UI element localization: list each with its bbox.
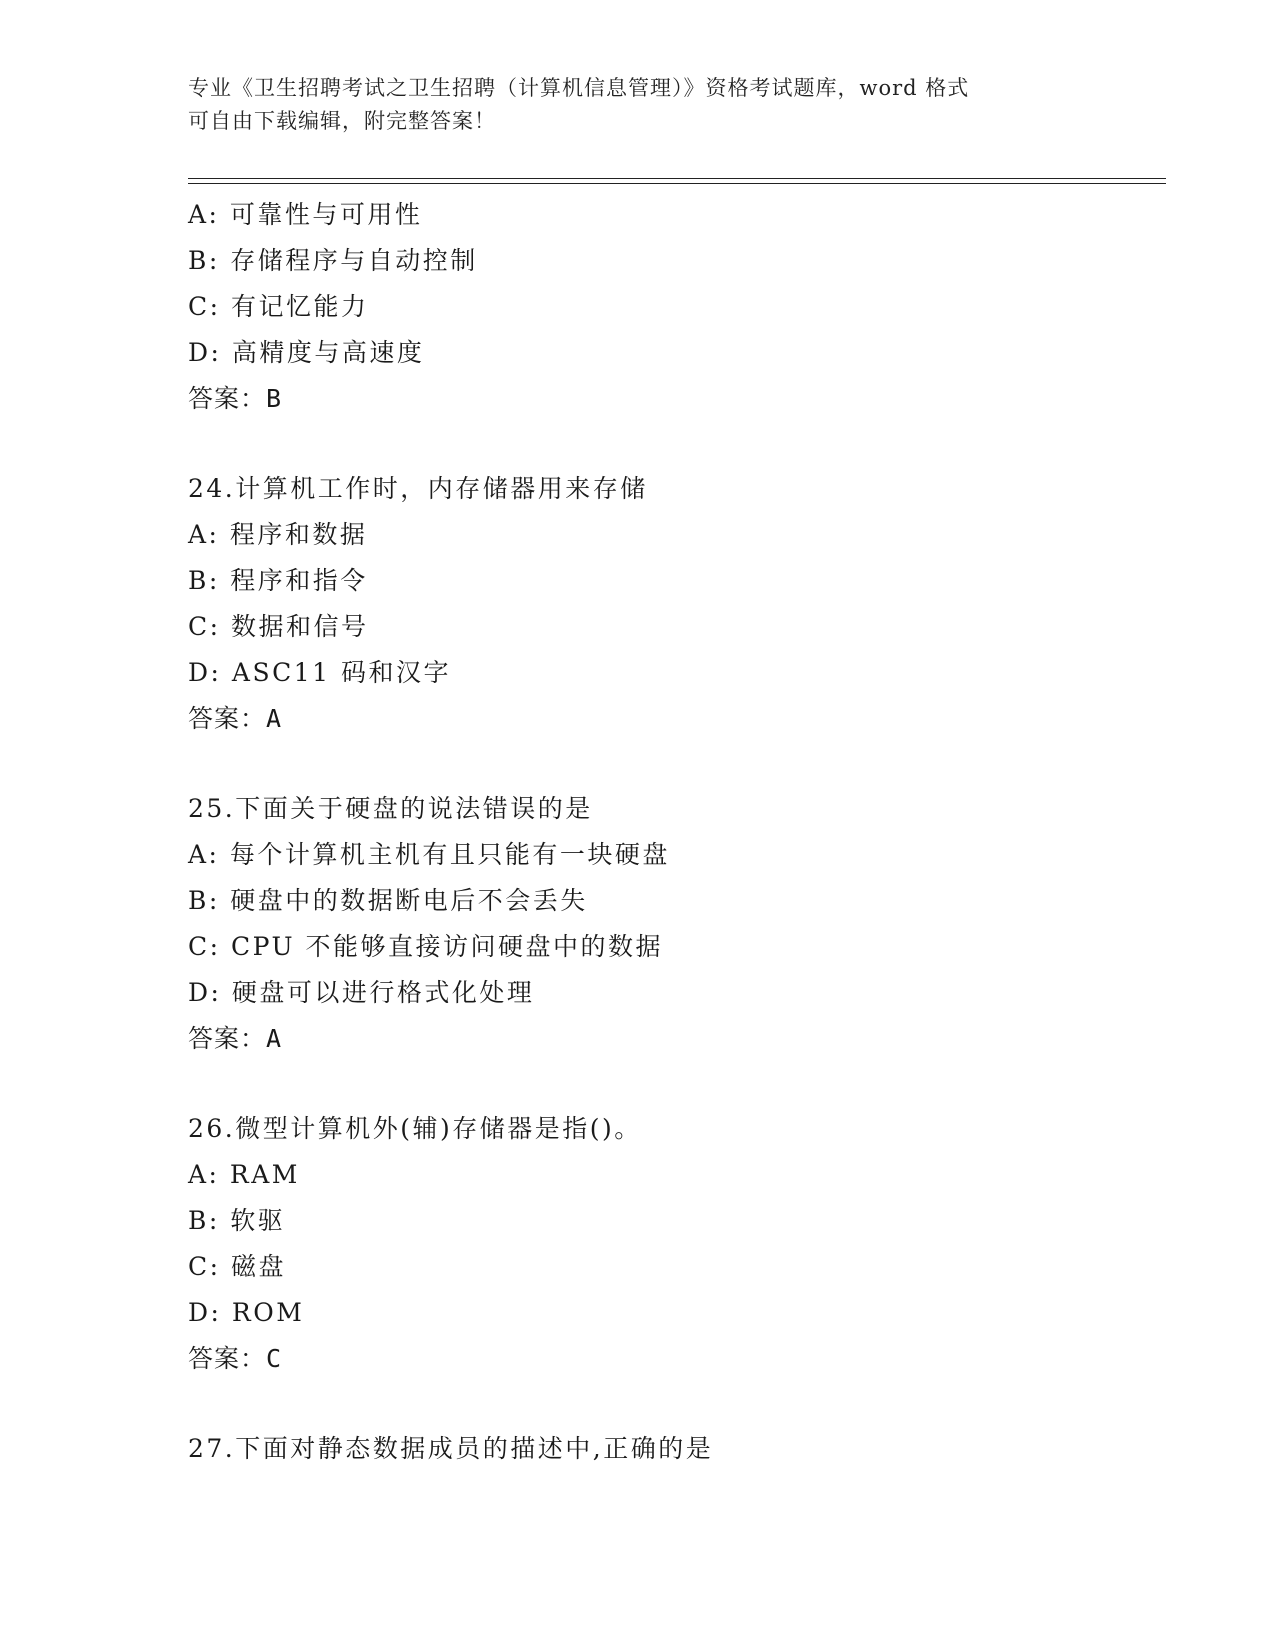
- option-a: A: 每个计算机主机有且只能有一块硬盘: [188, 840, 670, 869]
- option-c: C: 数据和信号: [188, 612, 369, 641]
- option-c: C: CPU 不能够直接访问硬盘中的数据: [188, 932, 664, 961]
- header-line-2: 可自由下载编辑，附完整答案！: [188, 109, 496, 133]
- option-a: A: 可靠性与可用性: [188, 200, 423, 229]
- question-list: [188, 192, 1168, 1472]
- option-d: D: 高精度与高速度: [188, 338, 425, 367]
- header-divider-bottom: [188, 183, 1166, 184]
- answer-line: 答案：A: [188, 1024, 283, 1053]
- header-line-1: 专业《卫生招聘考试之卫生招聘（计算机信息管理）》资格考试题库，word 格式: [188, 76, 970, 100]
- option-c: C: 磁盘: [188, 1252, 286, 1281]
- option-b: B: 存储程序与自动控制: [188, 246, 478, 275]
- question-block: [188, 192, 1168, 422]
- question-text: 26.微型计算机外(辅)存储器是指()。: [188, 1114, 642, 1143]
- answer-line: 答案：B: [188, 384, 283, 413]
- option-d: D: 硬盘可以进行格式化处理: [188, 978, 535, 1007]
- option-d: D: ROM: [188, 1298, 305, 1327]
- question-text: 27.下面对静态数据成员的描述中,正确的是: [188, 1434, 714, 1463]
- question-block: [188, 786, 1168, 1062]
- question-text: 24.计算机工作时，内存储器用来存储: [188, 474, 648, 503]
- document-header: [188, 72, 1088, 138]
- answer-line: 答案：A: [188, 704, 283, 733]
- option-b: B: 软驱: [188, 1206, 286, 1235]
- option-b: B: 程序和指令: [188, 566, 368, 595]
- question-block: [188, 1106, 1168, 1382]
- question-block: [188, 466, 1168, 742]
- option-a: A: 程序和数据: [188, 520, 368, 549]
- option-b: B: 硬盘中的数据断电后不会丢失: [188, 886, 588, 915]
- question-block: [188, 1426, 1168, 1472]
- question-text: 25.下面关于硬盘的说法错误的是: [188, 794, 593, 823]
- option-c: C: 有记忆能力: [188, 292, 369, 321]
- option-a: A: RAM: [188, 1160, 300, 1189]
- answer-line: 答案：C: [188, 1344, 283, 1373]
- option-d: D: ASC11 码和汉字: [188, 658, 451, 687]
- header-divider-top: [188, 178, 1166, 179]
